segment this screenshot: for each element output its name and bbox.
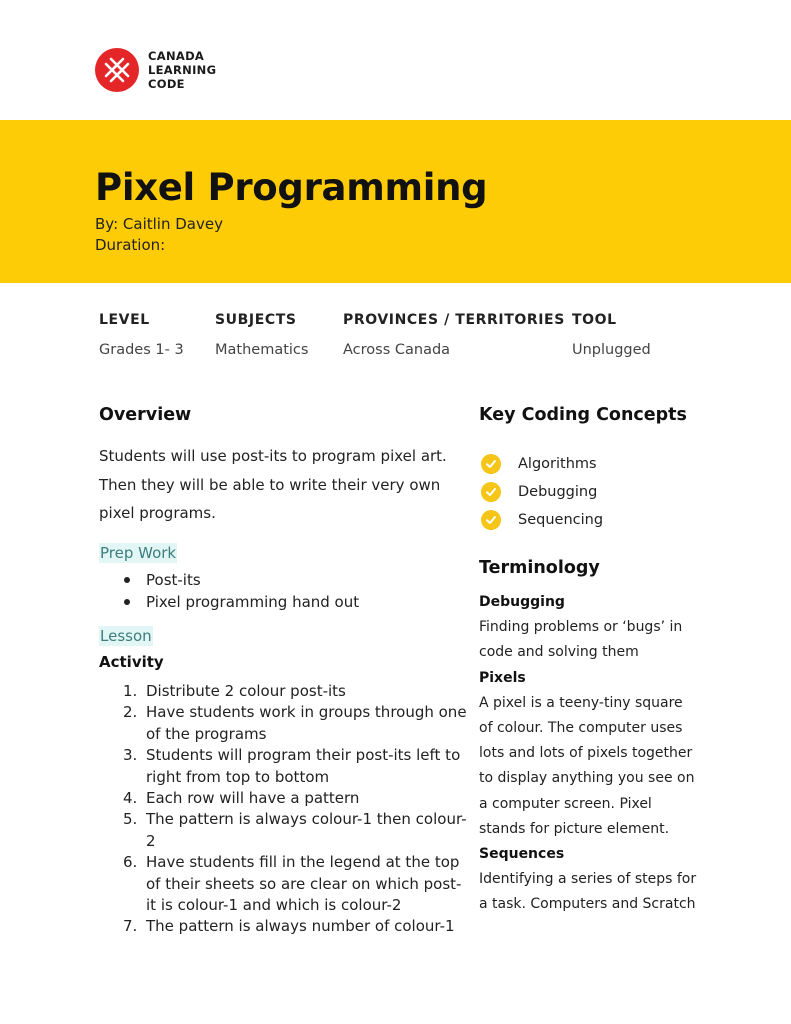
- term-name: Pixels: [479, 669, 526, 686]
- terminology-heading: Terminology: [479, 558, 600, 578]
- term-definition: A pixel is a teeny-tiny square of colour. The computer uses lots and lots of pixels together to display anything you see on a computer screen. Pixel stands for picture element.: [479, 694, 695, 837]
- meta-tool: [572, 312, 651, 358]
- step-text: The pattern is always colour-1 then colour-2: [146, 810, 467, 850]
- logo-line-2: LEARNING: [148, 63, 217, 77]
- meta-level: [99, 312, 184, 358]
- list-item: [99, 852, 469, 916]
- list-item: [99, 809, 469, 852]
- term-name: Sequences: [479, 846, 565, 863]
- step-number: 2.: [123, 703, 138, 722]
- checkmark-icon: [481, 482, 501, 502]
- prep-work-list: [99, 569, 359, 613]
- term-definition: Finding problems or ‘bugs’ in code and solving them: [479, 619, 683, 661]
- list-item: [481, 506, 603, 534]
- meta-subjects-value: Mathematics: [215, 342, 309, 358]
- author: By: Caitlin Davey: [95, 215, 223, 233]
- bullet-icon: [124, 577, 130, 583]
- bullet-icon: [124, 599, 130, 605]
- concept-label: Debugging: [518, 484, 598, 500]
- list-item: [99, 702, 469, 745]
- overview-text: Students will use post-its to program pixel art. Then they will be able to write their very own pixel programs.: [99, 447, 447, 522]
- logo-line-1: CANADA: [148, 49, 205, 63]
- list-item-text: Post-its: [146, 571, 201, 589]
- meta-level-heading: LEVEL: [99, 312, 150, 328]
- byline: [95, 214, 223, 256]
- canada-learning-code-logo: [95, 48, 216, 92]
- list-item: [481, 450, 603, 478]
- step-text: Students will program their post-its left to right from top to bottom: [146, 746, 461, 786]
- activity-heading: Activity: [99, 653, 164, 671]
- list-item: [99, 681, 469, 702]
- list-item: [99, 591, 359, 613]
- list-item-text: Pixel programming hand out: [146, 593, 360, 611]
- overview-heading: Overview: [99, 405, 192, 425]
- checkmark-icon: [481, 510, 501, 530]
- term-name: Debugging: [479, 594, 565, 610]
- step-number: 3.: [123, 746, 138, 765]
- concept-label: Algorithms: [518, 456, 597, 472]
- step-text: Have students work in groups through one of the programs: [146, 703, 467, 743]
- key-concepts-list: [481, 450, 603, 534]
- step-text: Distribute 2 colour post-its: [146, 682, 346, 700]
- duration: Duration:: [95, 236, 166, 254]
- step-number: 6.: [123, 853, 138, 872]
- list-item: [99, 745, 469, 788]
- meta-level-value: Grades 1- 3: [99, 342, 184, 358]
- lesson-heading: Lesson: [100, 627, 152, 645]
- step-text: The pattern is always number of colour-1: [146, 917, 455, 936]
- step-number: 7.: [123, 917, 138, 936]
- step-number: 4.: [123, 789, 138, 808]
- logo-mark-icon: [95, 48, 139, 92]
- step-text: Have students fill in the legend at the top of their sheets so are clear on which post-it is colour-1 and which is colour-2: [146, 853, 462, 915]
- logo-wordmark: [148, 49, 216, 91]
- list-item: [481, 478, 603, 506]
- meta-subjects: [215, 312, 308, 358]
- prep-work-heading: Prep Work: [100, 544, 177, 562]
- meta-provinces: [343, 312, 565, 358]
- meta-subjects-heading: SUBJECTS: [215, 312, 297, 328]
- terminology-list: [479, 590, 699, 918]
- step-text: Each row will have a pattern: [146, 789, 360, 808]
- checkmark-icon: [481, 454, 501, 474]
- meta-provinces-heading: PROVINCES / TERRITORIES: [343, 312, 565, 328]
- term-definition: Identifying a series of steps for a task. Computers and Scratch: [479, 871, 697, 913]
- list-item: [99, 569, 359, 591]
- step-number: 5.: [123, 810, 138, 829]
- list-item: [99, 916, 469, 937]
- list-item: [99, 788, 469, 809]
- key-concepts-heading: Key Coding Concepts: [479, 405, 687, 425]
- concept-label: Sequencing: [518, 512, 604, 528]
- step-number: 1.: [123, 682, 138, 700]
- meta-tool-heading: TOOL: [572, 312, 617, 328]
- page-title: Pixel Programming: [95, 166, 488, 209]
- meta-provinces-value: Across Canada: [343, 342, 451, 358]
- activity-steps: [99, 681, 469, 938]
- meta-tool-value: Unplugged: [572, 342, 651, 358]
- logo-line-3: CODE: [148, 77, 185, 91]
